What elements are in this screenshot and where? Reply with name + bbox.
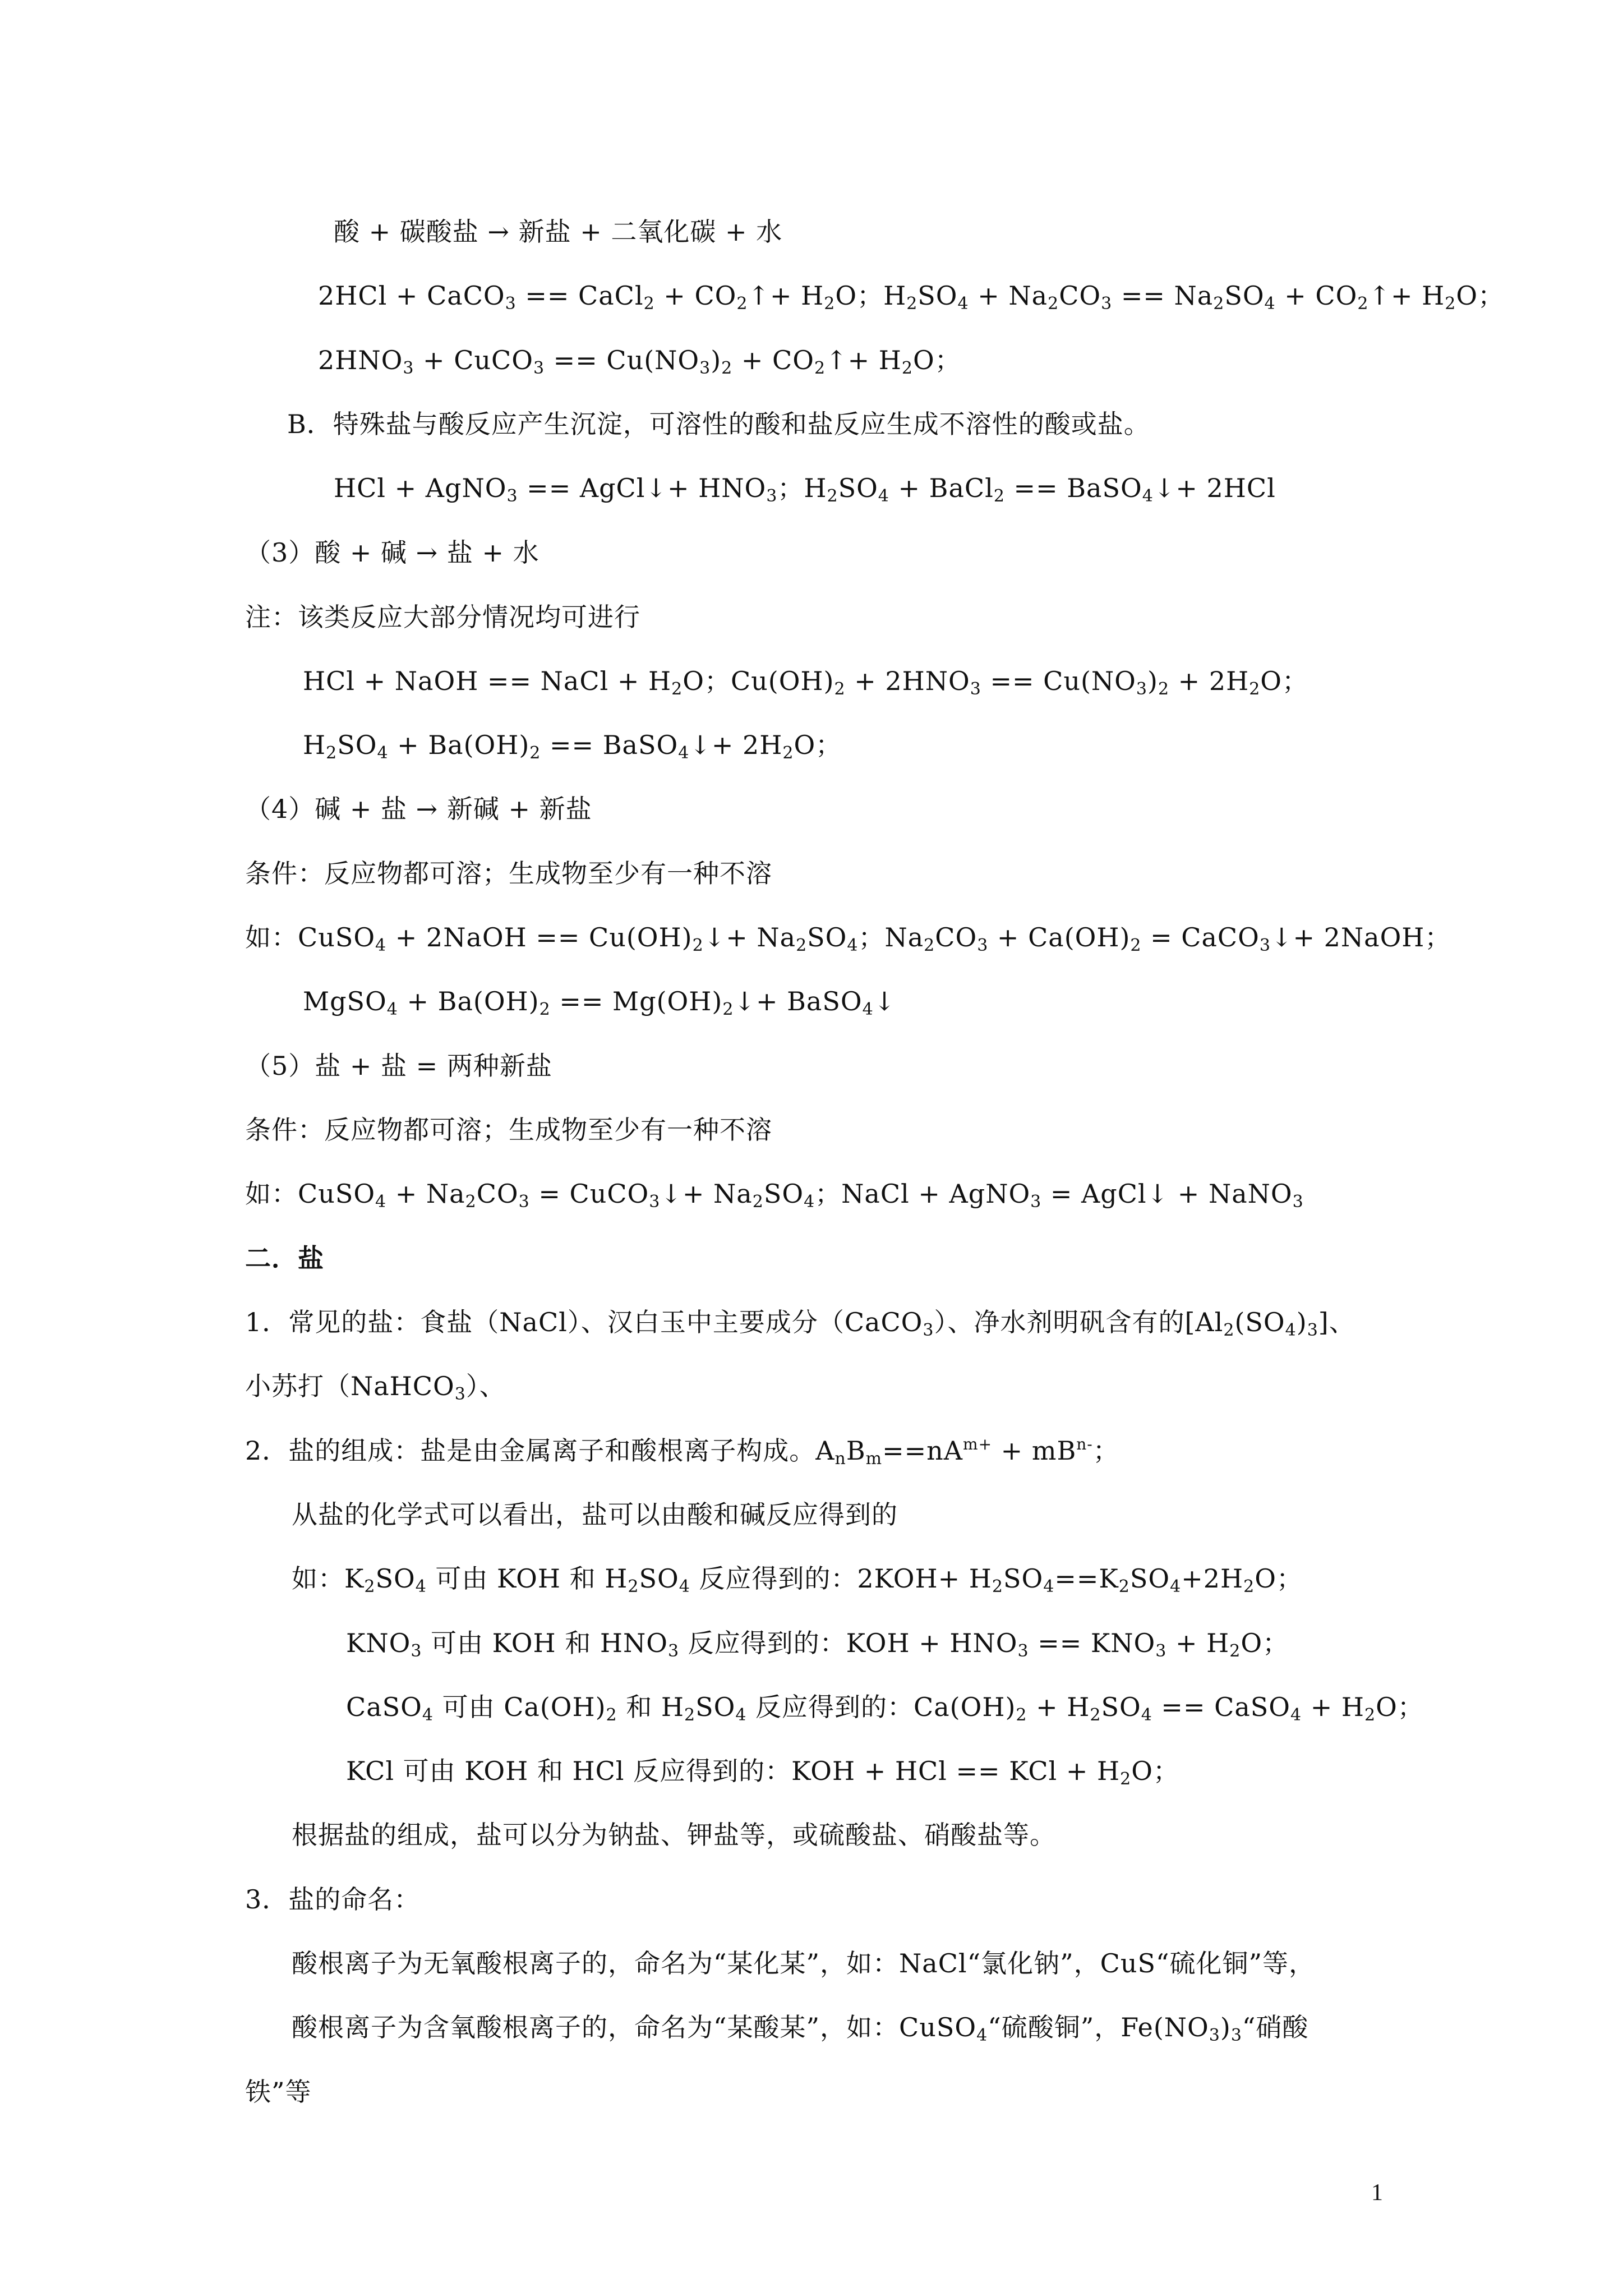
equations-4-2: MgSO$_4$ + $Ba(OH)_2$ == $Mg(OH)_2↓+$ BaSO$_4$↓ [303, 986, 896, 1019]
page-number: 1 [1371, 2180, 1383, 2206]
note-3: 注：该类反应大部分情况均可进行 [245, 602, 640, 632]
condition-4: 条件：反应物都可溶；生成物至少有一种不溶 [245, 858, 772, 889]
item-2-composition: 2．盐的组成：盐是由金属离子和酸根离子构成。$A_nB_m==nA^{m+} + mB^{n-}$； [245, 1435, 1119, 1469]
equations-acid-carbonate-2: $2HNO_3$ + CuCO$_3$ == $Cu(NO_3)_2$ + $CO_2↑+ H_2O$； [318, 345, 961, 378]
item-3-continued: 铁”等 [245, 2077, 312, 2107]
item-2-classification: 根据盐的组成，盐可以分为钠盐、钾盐等，或硫酸盐、硝酸盐等。 [292, 1820, 1056, 1850]
item-2-example-kcl: KCl 可由 KOH 和 HCl 反应得到的：KOH + HCl == KCl + $H_2O$； [346, 1756, 1179, 1789]
section-3-heading: （3）酸 + 碱 → 盐 + 水 [245, 537, 540, 568]
item-3-oxygen-containing: 酸根离子为含氧酸根离子的，命名为“某酸某”，如：CuSO$_4$“硫酸铜”，$Fe(NO_3)_3“$硝酸 [292, 2012, 1309, 2045]
item-3-naming: 3．盐的命名： [245, 1884, 421, 1915]
formula-acid-carbonate: 酸 + 碳酸盐 → 新盐 + 二氧化碳 + 水 [334, 217, 783, 247]
item-1-continued: 小苏打（NaHCO$_3$）、 [245, 1371, 506, 1404]
equations-special-salt: HCl + AgNO$_3$ == AgCl↓+ $HNO_3$；$H_2SO_4$ + BaCl$_2$ == BaSO$_4$↓+ 2HCl [334, 473, 1276, 506]
equations-5: 如：CuSO$_4$ + $Na_2CO_3$ = CuCO$_3$↓+ $Na_2SO_4$；NaCl + AgNO$_3$ = AgCl↓ + NaNO$_3$ [245, 1179, 1304, 1212]
equations-4-1: 如：CuSO$_4$ + 2NaOH == $Cu(OH)_2↓+ Na_2SO_4$；$Na_2CO_3 + Ca(OH)_2$ = CaCO$_3$↓+ 2NaOH； [245, 922, 1451, 955]
item-3-oxygen-free: 酸根离子为无氧酸根离子的，命名为“某化某”，如：NaCl“氯化钠”，CuS“硫化铜”等， [292, 1948, 1316, 1978]
note-special-salt: B．特殊盐与酸反应产生沉淀，可溶性的酸和盐反应生成不溶性的酸或盐。 [287, 409, 1150, 439]
condition-5: 条件：反应物都可溶；生成物至少有一种不溶 [245, 1115, 772, 1145]
equations-3-2: $H_2SO_4 + Ba(OH)_2$ == BaSO$_4$↓+ $2H_2O$； [303, 730, 842, 763]
chapter-2-heading: 二．盐 [245, 1243, 324, 1273]
item-2-example-kno3: $KNO_3$ 可由 KOH 和 $HNO_3$ 反应得到的：KOH + $HNO_3 == KNO_3 + H_2O$； [346, 1628, 1289, 1661]
section-5-heading: （5）盐 + 盐 = 两种新盐 [245, 1051, 552, 1081]
item-2-text: 从盐的化学式可以看出，盐可以由酸和碱反应得到的 [292, 1499, 898, 1530]
item-2-example-k2so4: 如：$K_2SO_4$ 可由 KOH 和 $H_2SO_4$ 反应得到的：$2KOH+ H_2SO_4==K_2SO_4+2H_2O$； [292, 1563, 1303, 1596]
item-1-common-salts: 1．常见的盐：食盐（NaCl）、汉白玉中主要成分（CaCO$_3$）、净水剂明矾含有的$[Al_2(SO_4)_3]$、 [245, 1307, 1355, 1340]
section-4-heading: （4）碱 + 盐 → 新碱 + 新盐 [245, 794, 592, 824]
equations-3-1: HCl + NaOH == NaCl + $H_2O$；$Cu(OH)_2 + 2HNO_3 == Cu(NO_3)_2 + 2H_2O$； [303, 666, 1309, 699]
item-2-example-caso4: CaSO$_4$ 可由 $Ca(OH)_2$ 和 $H_2SO_4$ 反应得到的：$Ca(OH)_2 + H_2SO_4$ == CaSO$_4$ + $H_2O$； [346, 1692, 1424, 1725]
equations-acid-carbonate-1: 2HCl + CaCO$_3$ == CaCl$_2$ + $CO_2↑+ H_2O$；$H_2SO_4 + Na_2CO_3 == Na_2SO_4$ + $CO_2↑+ H_2O$； [318, 280, 1505, 314]
